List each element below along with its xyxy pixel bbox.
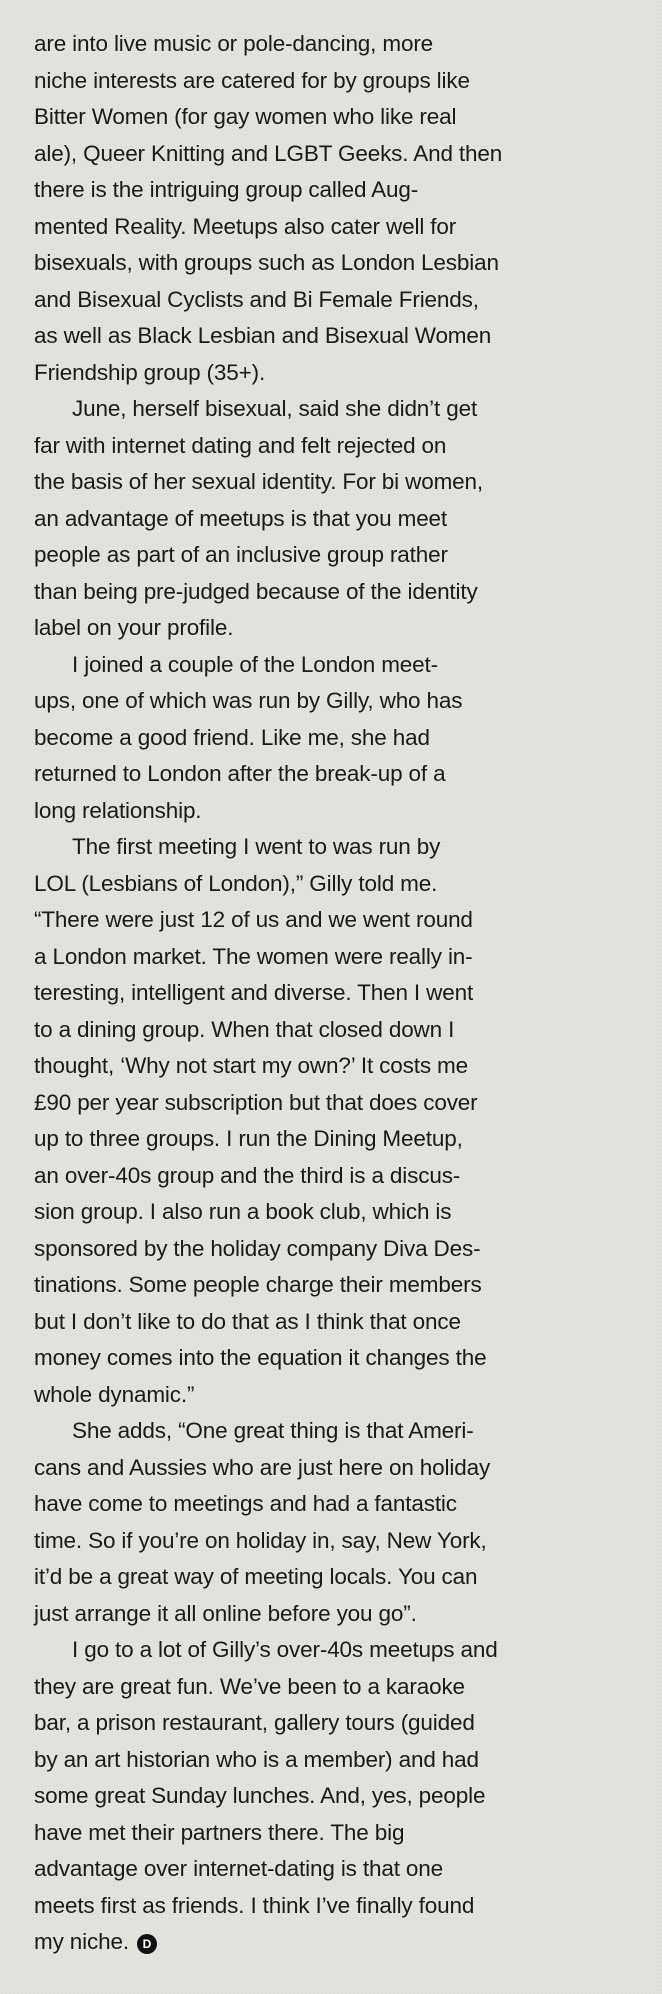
paragraph-first-line: She adds, “One great thing is that Ameri-: [72, 1418, 474, 1443]
text-line: the basis of her sexual identity. For bi women,: [34, 469, 484, 494]
text-line: ups, one of which was run by Gilly, who has: [34, 688, 463, 713]
text-line: have come to meetings and had a fantastic: [34, 1491, 457, 1516]
text-line: an advantage of meetups is that you meet: [34, 505, 448, 531]
text-line: whole dynamic.”: [34, 1381, 195, 1407]
text-line: up to three groups. I run the Dining Meetup,: [34, 1126, 463, 1151]
text-line: than being pre-judged because of the identity: [34, 578, 478, 604]
text-line: as well as Black Lesbian and Bisexual Women: [34, 323, 492, 348]
text-line: people as part of an inclusive group rather: [34, 542, 448, 567]
text-line: LOL (Lesbians of London),” Gilly told me.: [34, 870, 438, 896]
text-line: but I don’t like to do that as I think that once: [34, 1308, 461, 1334]
text-line: Friendship group (35+).: [34, 359, 266, 385]
text-line: cans and Aussies who are just here on holiday: [34, 1454, 491, 1480]
text-line: there is the intriguing group called Aug-: [34, 177, 419, 202]
text-line: mented Reality. Meetups also cater well for: [34, 213, 457, 239]
paragraph-first-line: I go to a lot of Gilly’s over-40s meetups and: [72, 1637, 498, 1662]
text-line: it’d be a great way of meeting locals. You can: [34, 1564, 478, 1589]
paragraph-first-line: I joined a couple of the London meet-: [72, 651, 438, 677]
text-line: label on your profile.: [34, 615, 234, 640]
text-line: far with internet dating and felt rejected on: [34, 432, 447, 458]
text-line: time. So if you’re on holiday in, say, New York,: [34, 1527, 487, 1553]
paragraph-first-line: June, herself bisexual, said she didn’t get: [72, 396, 478, 421]
text-line: thought, ‘Why not start my own?’ It costs me: [34, 1053, 468, 1078]
text-line: long relationship.: [34, 797, 202, 823]
text-line: teresting, intelligent and diverse. Then I went: [34, 980, 474, 1005]
text-line: money comes into the equation it changes the: [34, 1345, 487, 1370]
text-line: some great Sunday lunches. And, yes, people: [34, 1783, 486, 1808]
text-line: an over-40s group and the third is a discus-: [34, 1162, 461, 1188]
text-line: bisexuals, with groups such as London Lesbian: [34, 250, 499, 275]
text-line: sponsored by the holiday company Diva Des-: [34, 1235, 481, 1261]
text-line: become a good friend. Like me, she had: [34, 724, 430, 750]
text-line: by an art historian who is a member) and had: [34, 1746, 479, 1772]
text-line: and Bisexual Cyclists and Bi Female Friends,: [34, 286, 479, 312]
text-line: advantage over internet-dating is that one: [34, 1856, 443, 1881]
text-line: meets first as friends. I think I’ve finally found: [34, 1892, 475, 1918]
end-of-article-icon: D: [137, 1934, 157, 1954]
paragraph-first-line: The first meeting I went to was run by: [72, 834, 441, 859]
text-line: have met their partners there. The big: [34, 1819, 405, 1845]
text-line: ale), Queer Knitting and LGBT Geeks. And then: [34, 140, 503, 166]
text-line: to a dining group. When that closed down I: [34, 1016, 455, 1042]
text-line: are into live music or pole-dancing, more: [34, 31, 434, 56]
text-line: “There were just 12 of us and we went round: [34, 907, 473, 932]
text-line: Bitter Women (for gay women who like real: [34, 104, 457, 129]
text-line: sion group. I also run a book club, which is: [34, 1199, 452, 1224]
text-line: returned to London after the break-up of a: [34, 761, 446, 786]
last-line: [34, 1924, 574, 1961]
text-line: bar, a prison restaurant, gallery tours (guided: [34, 1710, 475, 1735]
text-line: tinations. Some people charge their members: [34, 1272, 482, 1297]
text-line: niche interests are catered for by groups like: [34, 67, 470, 93]
text-line-end: my niche.: [34, 1929, 129, 1954]
text-line: just arrange it all online before you go”.: [34, 1600, 417, 1626]
text-line: a London market. The women were really in-: [34, 943, 473, 969]
article-column: [34, 26, 574, 1961]
text-line: they are great fun. We’ve been to a karaoke: [34, 1673, 465, 1699]
text-line: £90 per year subscription but that does cover: [34, 1089, 478, 1115]
